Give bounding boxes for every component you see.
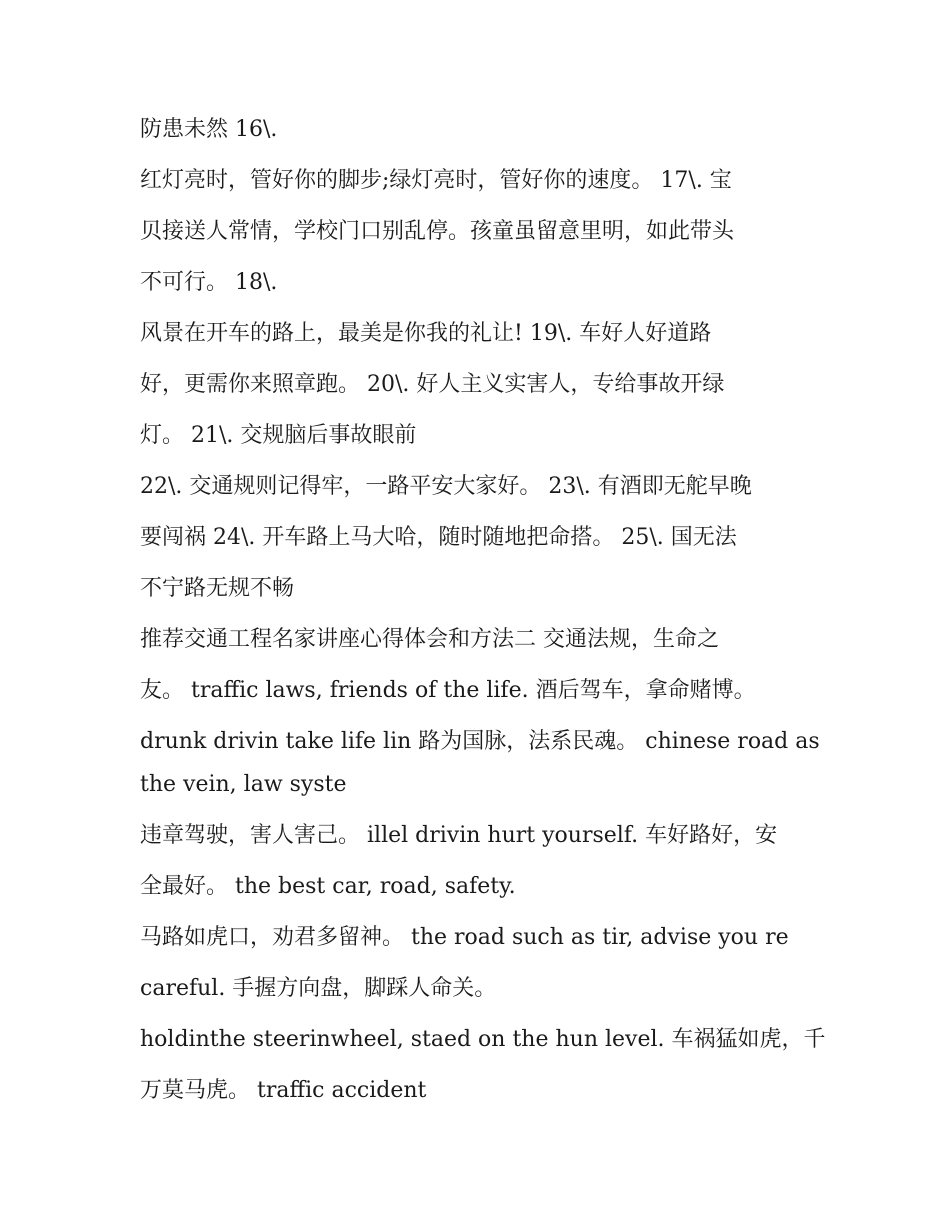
text-line: 22\. 交通规则记得牢，一路平安大家好。 23\. 有酒即无舵早晚 [140,474,752,499]
text-line: 防患未然 16\. [140,117,278,142]
text-line: 要闯祸 24\. 开车路上马大哈，随时随地把命搭。 25\. 国无法 [140,525,737,550]
text-line: 贝接送人常情，学校门口别乱停。孩童虽留意里明，如此带头 [140,219,735,244]
text-line: careful. 手握方向盘，脚踩人命关。 [140,976,497,1001]
text-line: 万莫马虎。 traffic accident [140,1078,427,1103]
text-line: 灯。 21\. 交规脑后事故眼前 [140,423,417,448]
text-line: 违章驾驶，害人害己。 illel drivin hurt yourself. 车好路好，安 [140,823,778,848]
text-line: holdinthe steerinwheel, staed on the hun level. 车祸猛如虎，千 [140,1027,826,1052]
document-body [140,111,826,1123]
text-line: 推荐交通工程名家讲座心得体会和方法二 交通法规，生命之 [140,627,719,652]
text-line: 不宁路无规不畅 [140,576,295,601]
text-line: 友。 traffic laws, friends of the life. 酒后驾车，拿命赌博。 [140,678,756,703]
text-line: 马路如虎口，劝君多留神。 the road such as tir, advise you re [140,925,789,950]
text-line: 风景在开车的路上，最美是你我的礼让! 19\. 车好人好道路 [140,321,712,346]
text-line: 红灯亮时，管好你的脚步;绿灯亮时，管好你的速度。 17\. 宝 [140,168,732,193]
text-line: the vein, law syste [140,772,347,797]
text-line: 全最好。 the best car, road, safety. [140,874,516,899]
text-line: 不可行。 18\. [140,270,278,295]
text-line: drunk drivin take life lin 路为国脉，法系民魂。 chinese road as [140,729,820,754]
text-line: 好，更需你来照章跑。 20\. 好人主义实害人，专给事故开绿 [140,372,725,397]
